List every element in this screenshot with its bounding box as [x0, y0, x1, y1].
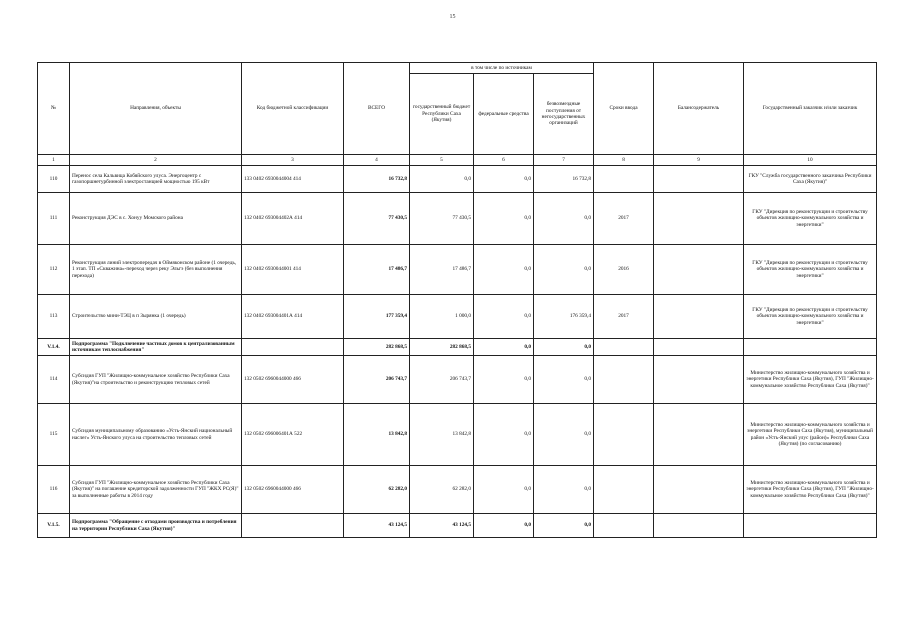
header-num: №: [38, 63, 70, 155]
header-holder: Балансодержатель: [654, 63, 744, 155]
header-sources-group: в том числе по источникам: [410, 63, 594, 74]
row-customer: ГКУ "Дирекция по реконструкции и строительству объектов жилищно-коммунального хозяйства и энергетики": [744, 295, 877, 339]
row-deadline: 2016: [594, 245, 654, 295]
header-state-budget: государственный бюджет Республики Саха (Якутия): [410, 74, 474, 155]
row-gratuitous: 0,0: [534, 466, 594, 514]
row-customer: ГКУ "Дирекция по реконструкции и строительству объектов жилищно-коммунального хозяйства и энергетики": [744, 193, 877, 245]
row-federal: 0,0: [474, 404, 534, 466]
row-total: 177 359,4: [344, 295, 410, 339]
row-federal: 0,0: [474, 339, 534, 356]
table-row: [38, 466, 877, 514]
row-number: V.1.4.: [38, 339, 70, 356]
row-name: Подпрограмма "Обращение с отходами производства и потребления на территории Республики Саха (Якутия)": [70, 514, 242, 538]
row-state-budget: 0,0: [410, 166, 474, 193]
row-name: Субсидия ГУП "Жилищно-коммунальное хозяйство Республики Саха (Якутия)"на строительство и реконструкцию тепловых сетей: [70, 356, 242, 404]
row-customer: [744, 339, 877, 356]
row-state-budget: 62 282,0: [410, 466, 474, 514]
table-row: [38, 356, 877, 404]
column-number: 10: [744, 155, 877, 166]
row-holder: [654, 404, 744, 466]
row-budget-code: 132 0502 6960044000 466: [242, 356, 344, 404]
row-customer: Министерство жилищно-коммунального хозяйства и энергетики Республики Саха (Якутия), ГУП "Жилищно-коммунальное хозяйство Республики Саха (Якутия)": [744, 356, 877, 404]
row-budget-code: 133 0402 6930044004 414: [242, 166, 344, 193]
row-name: Субсидия муниципальному образованию «Усть-Янский национальный наслег» Усть-Янского улуса на строительство тепловых сетей: [70, 404, 242, 466]
row-name: Субсидия ГУП "Жилищно-коммунальное хозяйство Республики Саха (Якутия)" на погашение кредиторской задолженности ГУП "ЖКХ РС(Я)" за выполненные работы в 2014 году: [70, 466, 242, 514]
column-number: 6: [474, 155, 534, 166]
row-state-budget: 17 486,7: [410, 245, 474, 295]
row-deadline: [594, 404, 654, 466]
page-number: 15: [449, 14, 456, 20]
header-deadline: Сроки ввода: [594, 63, 654, 155]
header-customer: Государственный заказчик и/или заказчик: [744, 63, 877, 155]
row-gratuitous: 0,0: [534, 245, 594, 295]
row-state-budget: 282 868,5: [410, 339, 474, 356]
column-number: 3: [242, 155, 344, 166]
row-deadline: [594, 356, 654, 404]
row-holder: [654, 245, 744, 295]
row-number: 111: [38, 193, 70, 245]
row-holder: [654, 339, 744, 356]
row-deadline: 2017: [594, 193, 654, 245]
row-gratuitous: 0,0: [534, 356, 594, 404]
row-budget-code: 132 0402 693004401А 414: [242, 295, 344, 339]
row-number: 113: [38, 295, 70, 339]
row-state-budget: 1 000,0: [410, 295, 474, 339]
row-number: 115: [38, 404, 70, 466]
row-federal: 0,0: [474, 466, 534, 514]
row-state-budget: 13 842,8: [410, 404, 474, 466]
row-total: 77 430,5: [344, 193, 410, 245]
row-customer: Министерство жилищно-коммунального хозяйства и энергетики Республики Саха (Якутия), муниципальный район «Усть-Янский улус (район)» Республики Саха (Якутия) (по согласованию): [744, 404, 877, 466]
table-row: [38, 339, 877, 356]
row-total: 43 124,5: [344, 514, 410, 538]
column-number: 7: [534, 155, 594, 166]
row-federal: 0,0: [474, 356, 534, 404]
row-budget-code: 132 0402 693004402А 414: [242, 193, 344, 245]
row-number: 112: [38, 245, 70, 295]
row-budget-code: 132 0502 696006401А 522: [242, 404, 344, 466]
row-state-budget: 206 743,7: [410, 356, 474, 404]
row-holder: [654, 295, 744, 339]
table-row: [38, 245, 877, 295]
row-federal: 0,0: [474, 514, 534, 538]
row-gratuitous: 0,0: [534, 514, 594, 538]
row-total: 282 868,5: [344, 339, 410, 356]
row-total: 17 486,7: [344, 245, 410, 295]
column-number: 1: [38, 155, 70, 166]
row-holder: [654, 193, 744, 245]
table-row: [38, 193, 877, 245]
column-number: 9: [654, 155, 744, 166]
column-number: 8: [594, 155, 654, 166]
row-state-budget: 43 124,5: [410, 514, 474, 538]
column-number: 4: [344, 155, 410, 166]
table-row: [38, 404, 877, 466]
row-name: Строительство мини-ТЭЦ в п Зырянка (1 очередь): [70, 295, 242, 339]
table-row: [38, 514, 877, 538]
row-gratuitous: 0,0: [534, 404, 594, 466]
column-number: 5: [410, 155, 474, 166]
row-holder: [654, 166, 744, 193]
row-state-budget: 77 430,5: [410, 193, 474, 245]
row-name: Перенос села Кальвица Кобяйского улуса. Энергоцентр с газопоршнетурбинной электростанцией мощностью 195 кВт: [70, 166, 242, 193]
row-holder: [654, 356, 744, 404]
row-gratuitous: 0,0: [534, 339, 594, 356]
row-total: 62 282,0: [344, 466, 410, 514]
row-deadline: [594, 166, 654, 193]
row-customer: Министерство жилищно-коммунального хозяйства и энергетики Республики Саха (Якутия), ГУП "Жилищно-коммунальное хозяйство Республики Саха (Якутия)": [744, 466, 877, 514]
row-name: Реконструкция линий электропередач в Оймяконском районе (1 очередь, 1 этап. ТП «Скважина»-переход через реку Эльгэ (без выполнения перехода): [70, 245, 242, 295]
row-budget-code: 132 0502 6960044000 466: [242, 466, 344, 514]
header-federal: федеральные средства: [474, 74, 534, 155]
row-federal: 0,0: [474, 166, 534, 193]
row-federal: 0,0: [474, 295, 534, 339]
row-holder: [654, 514, 744, 538]
row-federal: 0,0: [474, 245, 534, 295]
row-customer: ГКУ "Служба государственного заказчика Республики Саха (Якутия)": [744, 166, 877, 193]
row-deadline: [594, 466, 654, 514]
table-row: [38, 166, 877, 193]
row-budget-code: [242, 514, 344, 538]
row-budget-code: 132 0402 6930044001 414: [242, 245, 344, 295]
column-number: 2: [70, 155, 242, 166]
investment-table: [37, 62, 877, 538]
row-name: Реконструкция ДЭС в с. Хонуу Момского района: [70, 193, 242, 245]
row-gratuitous: 0,0: [534, 193, 594, 245]
header-gratuitous: безвозмездные поступления от негосударственных организаций: [534, 74, 594, 155]
row-deadline: 2017: [594, 295, 654, 339]
row-customer: [744, 514, 877, 538]
row-federal: 0,0: [474, 193, 534, 245]
row-deadline: [594, 339, 654, 356]
row-name: Подпрограмма "Подключение частных домов к централизованным источникам теплоснабжения": [70, 339, 242, 356]
row-holder: [654, 466, 744, 514]
row-budget-code: [242, 339, 344, 356]
row-total: 13 842,8: [344, 404, 410, 466]
row-gratuitous: 16 732,8: [534, 166, 594, 193]
row-number: 116: [38, 466, 70, 514]
column-number-row: [38, 155, 877, 166]
row-gratuitous: 176 359,4: [534, 295, 594, 339]
row-total: 206 743,7: [344, 356, 410, 404]
header-directions: Направления, объекты: [70, 63, 242, 155]
row-number: 114: [38, 356, 70, 404]
table-row: [38, 295, 877, 339]
row-total: 16 732,8: [344, 166, 410, 193]
header-total: ВСЕГО: [344, 63, 410, 155]
row-number: 110: [38, 166, 70, 193]
row-number: V.1.5.: [38, 514, 70, 538]
header-budget-code: Код бюджетной классификации: [242, 63, 344, 155]
row-customer: ГКУ "Дирекция по реконструкции и строительству объектов жилищно-коммунального хозяйства и энергетики": [744, 245, 877, 295]
row-deadline: [594, 514, 654, 538]
